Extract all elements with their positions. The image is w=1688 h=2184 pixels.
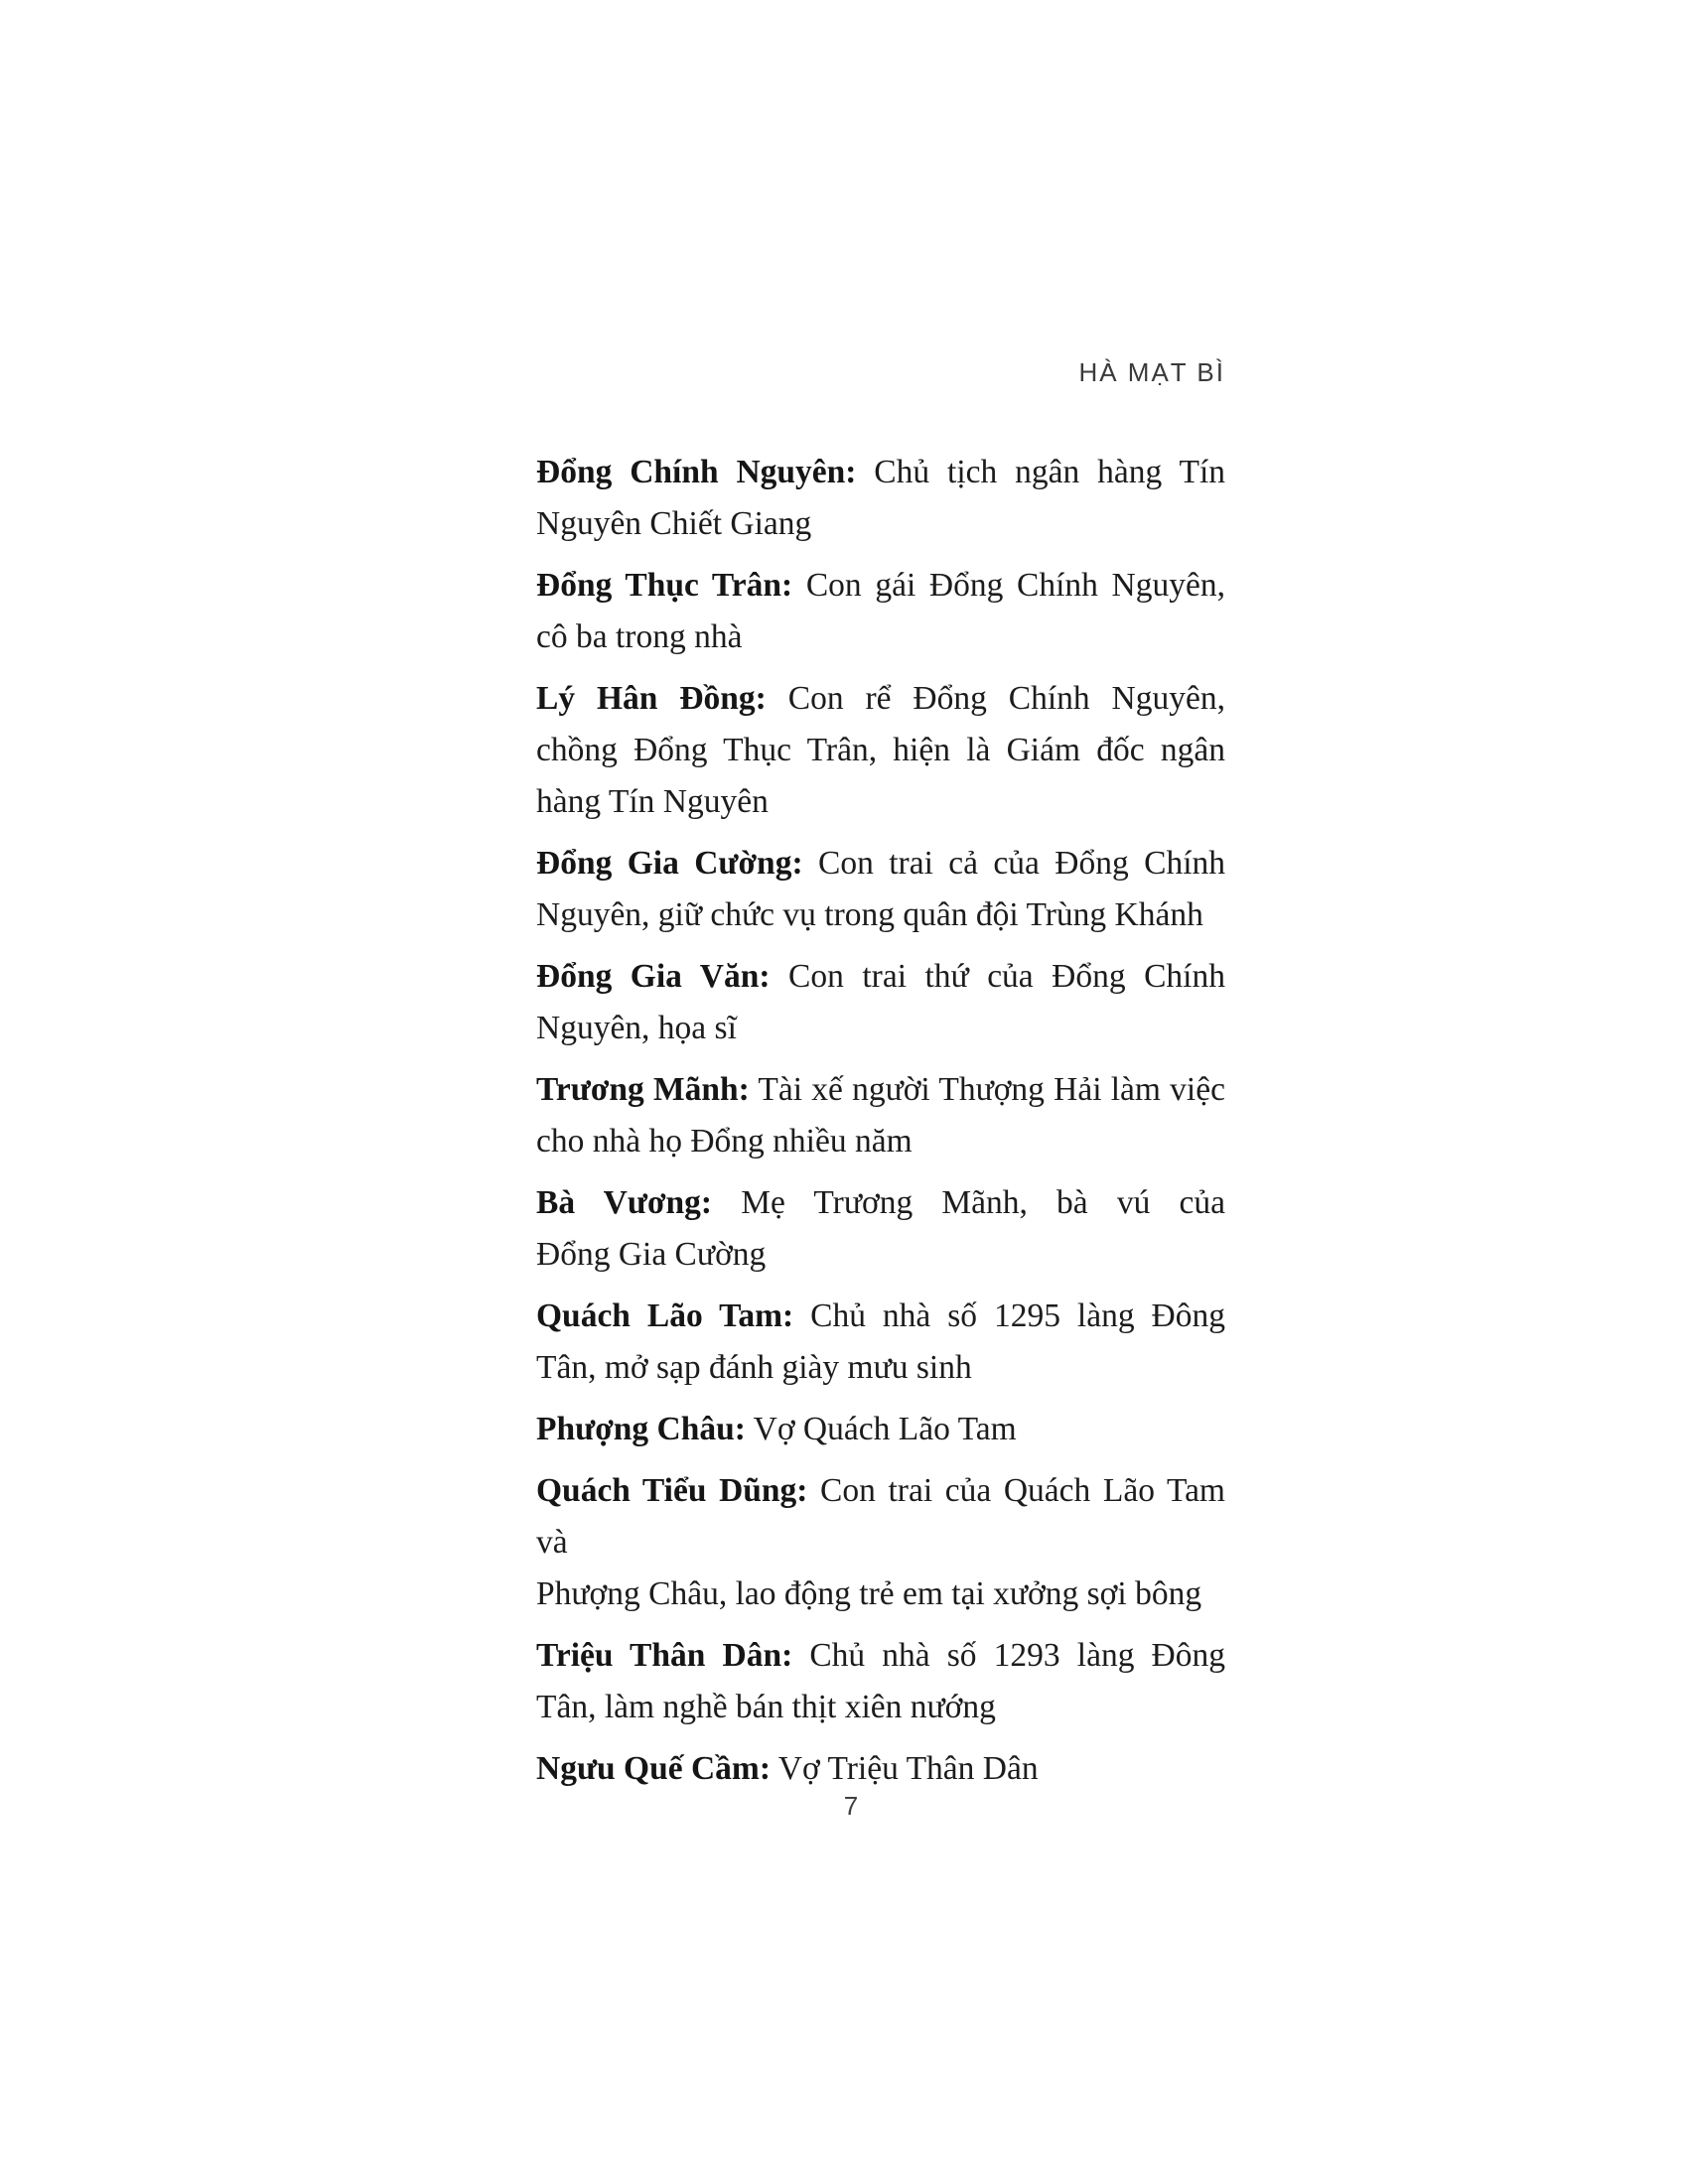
character-name: Quách Tiểu Dũng: [536,1472,808,1509]
character-name: Trương Mãnh: [536,1071,750,1108]
character-entry-line: Nguyên Chiết Giang [536,505,812,542]
character-entry-line: Phượng Châu, lao động trẻ em tại xưởng sợi bông [536,1575,1202,1612]
character-entry-first-line: Ngưu Quế Cầm: Vợ Triệu Thân Dân [536,1750,1039,1787]
character-entry-line: Đổng Gia Cường [536,1236,767,1273]
character-name: Lý Hân Đồng: [536,680,767,717]
character-entry [536,560,1225,663]
character-entry [536,1404,1225,1455]
character-entry-first-line: Quách Tiểu Dũng: Con trai của Quách Lão Tam và [536,1472,1225,1561]
character-name: Quách Lão Tam: [536,1297,794,1334]
character-entry-line: cho nhà họ Đổng nhiều năm [536,1123,913,1160]
character-name: Đổng Gia Cường: [536,845,803,882]
character-name: Đổng Thục Trân: [536,567,793,604]
character-entry [536,838,1225,941]
character-entry [536,673,1225,828]
character-entry-line: hàng Tín Nguyên [536,783,769,820]
character-entry-first-line: Đổng Thục Trân: Con gái Đổng Chính Nguyên, [536,567,1225,604]
character-entry-line: Tân, làm nghề bán thịt xiên nướng [536,1689,996,1725]
character-entry [536,1177,1225,1281]
running-header: HÀ MẠT BÌ [1078,357,1225,387]
character-entry-line: Tân, mở sạp đánh giày mưu sinh [536,1349,972,1386]
character-entry-line: chồng Đổng Thục Trân, hiện là Giám đốc ngân [536,732,1225,768]
character-entry-first-line: Lý Hân Đồng: Con rể Đổng Chính Nguyên, [536,680,1225,717]
character-name: Ngưu Quế Cầm: [536,1750,771,1787]
character-entry [536,1465,1225,1620]
character-entry [536,1064,1225,1167]
page-number: 7 [843,1791,859,1821]
character-name: Phượng Châu: [536,1411,746,1447]
character-list [536,447,1225,1795]
character-entry [536,447,1225,550]
character-entry-first-line: Đổng Gia Cường: Con trai cả của Đổng Chính [536,845,1225,882]
character-name: Đổng Chính Nguyên: [536,454,857,490]
character-entry-first-line: Trương Mãnh: Tài xế người Thượng Hải làm việc [536,1071,1225,1108]
character-name: Đổng Gia Văn: [536,958,771,995]
character-entry-first-line: Bà Vương: Mẹ Trương Mãnh, bà vú của [536,1184,1225,1221]
character-name: Triệu Thân Dân: [536,1637,793,1674]
character-entry-first-line: Đổng Gia Văn: Con trai thứ của Đổng Chính [536,958,1225,995]
character-entry-first-line: Quách Lão Tam: Chủ nhà số 1295 làng Đông [536,1297,1225,1334]
character-entry-first-line: Triệu Thân Dân: Chủ nhà số 1293 làng Đông [536,1637,1225,1674]
character-entry-first-line: Đổng Chính Nguyên: Chủ tịch ngân hàng Tín [536,454,1225,490]
character-entry [536,1630,1225,1733]
character-entry-line: Nguyên, giữ chức vụ trong quân đội Trùng Khánh [536,896,1203,933]
character-entry [536,951,1225,1054]
character-entry [536,1743,1225,1795]
character-entry-line: Nguyên, họa sĩ [536,1010,737,1046]
character-name: Bà Vương: [536,1184,713,1221]
character-entry-first-line: Phượng Châu: Vợ Quách Lão Tam [536,1411,1017,1447]
character-entry-line: cô ba trong nhà [536,618,743,655]
character-entry [536,1291,1225,1394]
